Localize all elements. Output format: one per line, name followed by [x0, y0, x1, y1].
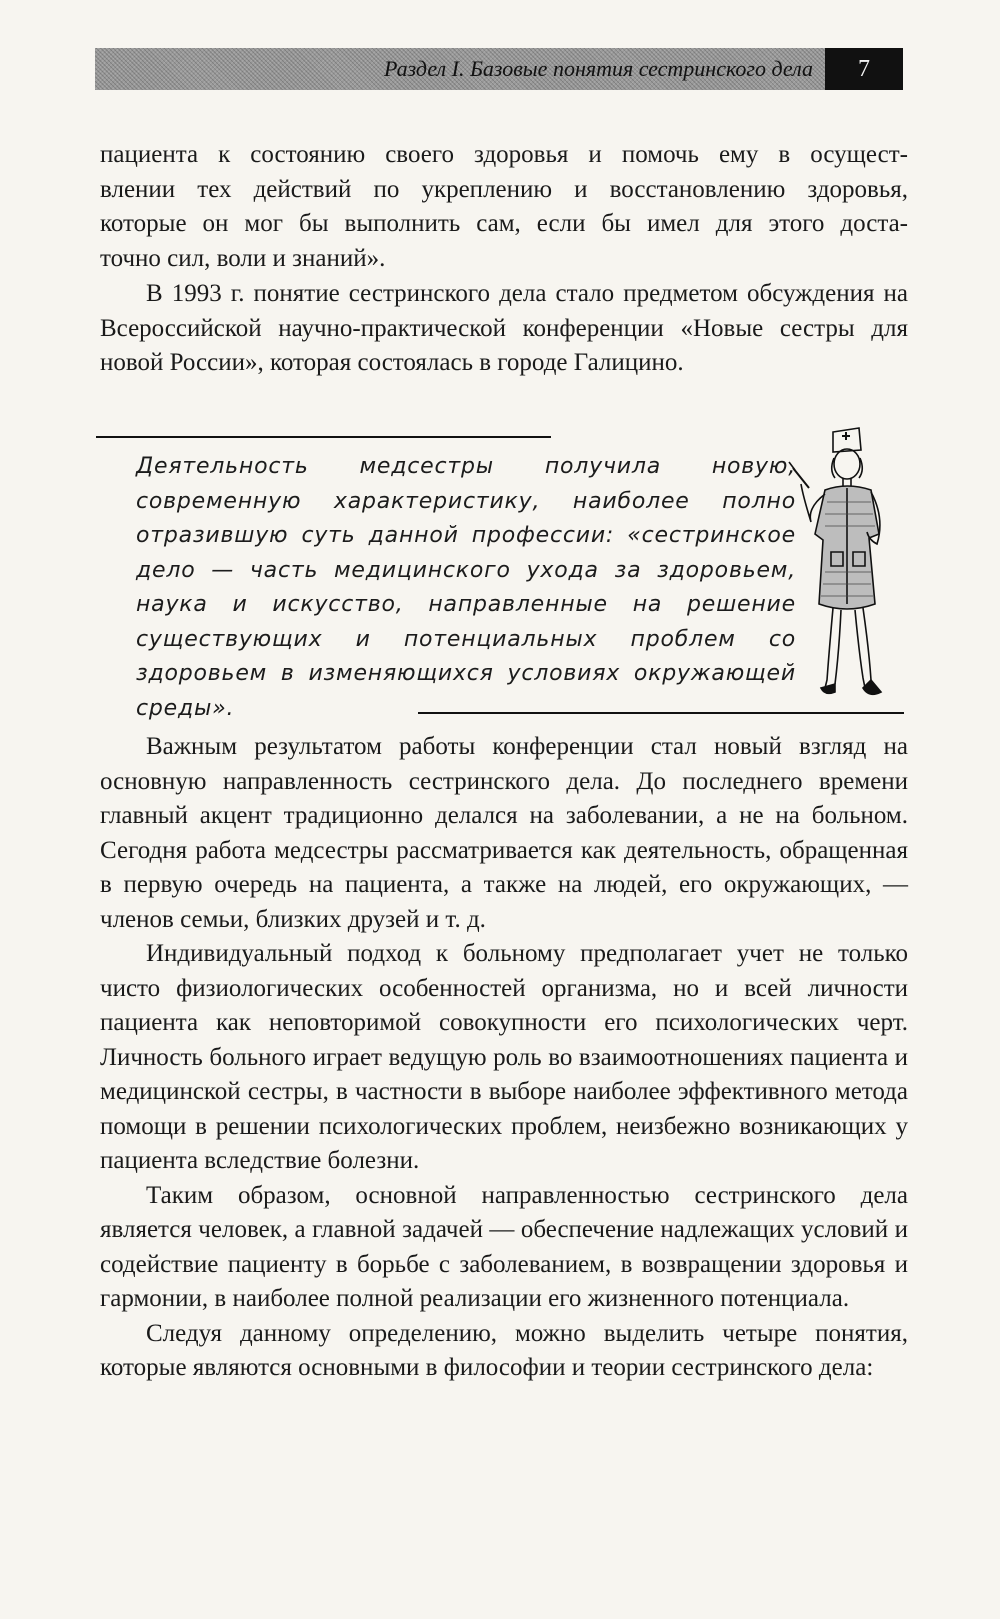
paragraph: Важным результатом работы конференции стал новый взгляд на основную направленность сестринского дела. До последнего времени главный акцент традиционно делался на заболевании, а не на больном. Сегодня работа медсестры рассматривается как деятельность, обращенная в первую очередь на пациента, а также на людей, его окружающих, — членов семьи, близких друзей и т. д. — [100, 733, 908, 933]
section-title: Раздел I. Базовые понятия сестринского дела — [384, 56, 813, 81]
text-line: точно сил, воли и знаний». — [100, 244, 386, 272]
callout-top-rule — [96, 436, 551, 438]
callout-text: Деятельность медсестры получила новую, современную характеристику, наиболее полно отразившую суть данной профессии: «сестринское дело — часть медицинского ухода за здоровьем, наука и искусство, направленные на решение существующих и потенциальных проблем со здоровьем в изменяющихся условиях окружающей среды». — [136, 454, 796, 721]
running-header — [95, 48, 825, 90]
paragraph: Таким образом, основной направленностью сестринского дела является человек, а главной задачей — обеспечение надлежащих условий и содействие пациенту в борьбе с заболеванием, в возвращении здоровья и гармонии, в наиболее полной реализации его жизненного потенциала. — [100, 1181, 908, 1312]
page-number: 7 — [825, 48, 903, 90]
paragraph: Следуя данному определению, можно выделить четыре понятия, которые являются основными в философии и теории сестринского дела: — [100, 1319, 908, 1381]
paragraph-1993 — [100, 277, 908, 381]
paragraph: В 1993 г. понятие сестринского дела стало предметом обсуждения на Всероссийской научно-практической конференции «Новые сестры для новой России», которая состоялась в городе Галицино. — [100, 280, 908, 376]
main-text — [100, 730, 908, 1386]
text-line: влении тех действий по укреплению и восстановлению здоровья, — [100, 175, 908, 203]
continued-paragraph — [100, 138, 908, 276]
callout-bottom-rule — [418, 712, 904, 714]
text-line: пациента к состоянию своего здоровья и помочь ему в осущест- — [100, 141, 908, 168]
nurse-illustration-icon — [785, 422, 910, 712]
paragraph: Индивидуальный подход к больному предполагает учет не только чисто физиологических особенностей организма, но и всей личности пациента как неповторимой совокупности его психологических черт. Личность больного играет ведущую роль во взаимоотношениях пациента и медицинской сестры, в частности в выборе наиболее эффективного метода помощи в решении психологических проблем, неизбежно возникающих у пациента вследствие болезни. — [100, 940, 908, 1174]
text-line: которые он мог бы выполнить сам, если бы имел для этого доста- — [100, 210, 908, 237]
